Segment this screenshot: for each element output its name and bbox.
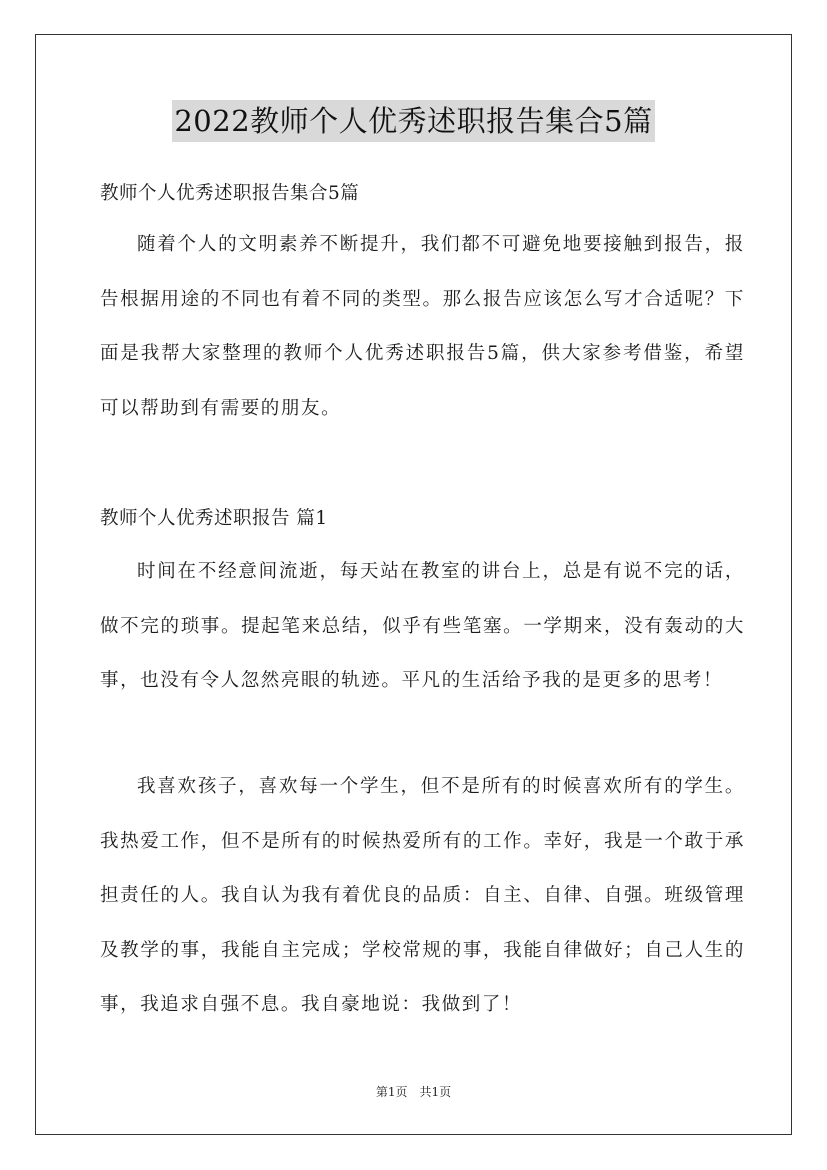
body-paragraph-2: 我喜欢孩子，喜欢每一个学生，但不是所有的时候喜欢所有的学生。我热爱工作，但不是所有的时候热爱所有的工作。幸好，我是一个敢于承担责任的人。我自认为我有着优良的品质：自主、自律、自强。班级管理及教学的事，我能自主完成；学校常规的事，我能自律做好；自己人生的事，我追求自强不息。我自豪地说：我做到了！ xyxy=(100,776,745,1015)
page-number-total: 共1页 xyxy=(419,1085,452,1099)
document-subtitle: 教师个人优秀述职报告集合5篇 xyxy=(100,183,360,204)
body-paragraph-1: 时间在不经意间流逝，每天站在教室的讲台上，总是有说不完的话，做不完的琐事。提起笔来总结，似乎有些笔塞。一学期来，没有轰动的大事，也没有令人忽然亮眼的轨迹。平凡的生活给予我的是更多的思考！ xyxy=(100,561,745,691)
intro-paragraph: 随着个人的文明素养不断提升，我们都不可避免地要接触到报告，报告根据用途的不同也有着不同的类型。那么报告应该怎么写才合适呢？下面是我帮大家整理的教师个人优秀述职报告5篇，供大家参考借鉴，希望可以帮助到有需要的朋友。 xyxy=(100,234,745,419)
title-container xyxy=(0,100,827,142)
page-number-current: 第1页 xyxy=(375,1085,408,1099)
document-title: 2022教师个人优秀述职报告集合5篇 xyxy=(172,100,654,142)
section-heading: 教师个人优秀述职报告 篇1 xyxy=(100,508,328,529)
page-footer xyxy=(0,1083,827,1100)
